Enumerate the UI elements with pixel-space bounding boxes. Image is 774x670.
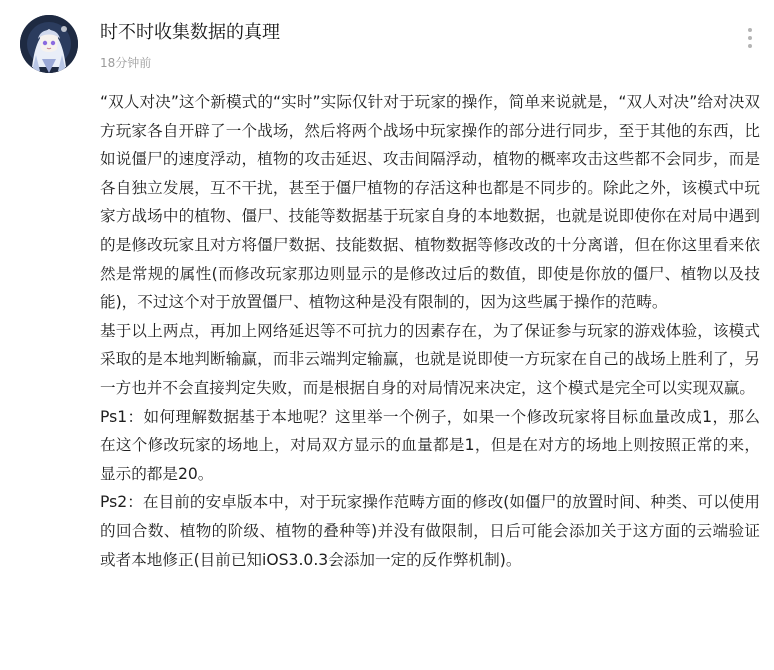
more-vertical-icon [748, 36, 752, 40]
post-paragraph: “双人对决”这个新模式的“实时”实际仅针对于玩家的操作，简单来说就是，“双人对决”给对决双方玩家各自开辟了一个战场，然后将两个战场中玩家操作的部分进行同步，至于其他的东西，比如说僵尸的速度浮动，植物的攻击延迟、攻击间隔浮动，植物的概率攻击这些都不会同步，而是各自独立发展，互不干扰，甚至于僵尸植物的存活这种也都是不同步的。除此之外，该模式中玩家方战场中的植物、僵尸、技能等数据基于玩家自身的本地数据，也就是说即使你在对局中遇到的是修改玩家且对方将僵尸数据、技能数据、植物数据等修改改的十分离谱，但在你这里看来依然是常规的属性(而修改玩家那边则显示的是修改过后的数值，即使是你放的僵尸、植物以及技能)，不过这个对于放置僵尸、植物这种是没有限制的，因为这些属于操作的范畴。 [100, 93, 760, 312]
post-timestamp: 18分钟前 [100, 56, 152, 70]
post-content [100, 88, 760, 574]
post-paragraph: Ps1：如何理解数据基于本地呢？这里举一个例子，如果一个修改玩家将目标血量改成1，那么在这个修改玩家的场地上，对局双方显示的血量都是1，但是在对方的场地上则按照正常的来，显示的都是20。 [100, 407, 760, 483]
more-vertical-icon [748, 28, 752, 32]
post-paragraph: Ps2：在目前的安卓版本中，对于玩家操作范畴方面的修改(如僵尸的放置时间、种类、可以使用的回合数、植物的阶级、植物的叠种等)并没有做限制，日后可能会添加关于这方面的云端验证或者本地修正(目前已知iOS3.0.3会添加一定的反作弊机制)。 [100, 493, 760, 569]
anime-character-avatar-icon [20, 15, 78, 73]
avatar[interactable] [20, 15, 78, 73]
more-options-button[interactable] [738, 24, 762, 52]
author-name[interactable]: 时不时收集数据的真理 [100, 22, 280, 43]
more-vertical-icon [748, 44, 752, 48]
post-paragraph: 基于以上两点，再加上网络延迟等不可抗力的因素存在，为了保证参与玩家的游戏体验，该模式采取的是本地判断输赢，而非云端判定输赢，也就是说即使一方玩家在自己的战场上胜利了，另一方也并不会直接判定失败，而是根据自身的对局情况来决定，这个模式是完全可以实现双赢。 [100, 321, 760, 397]
